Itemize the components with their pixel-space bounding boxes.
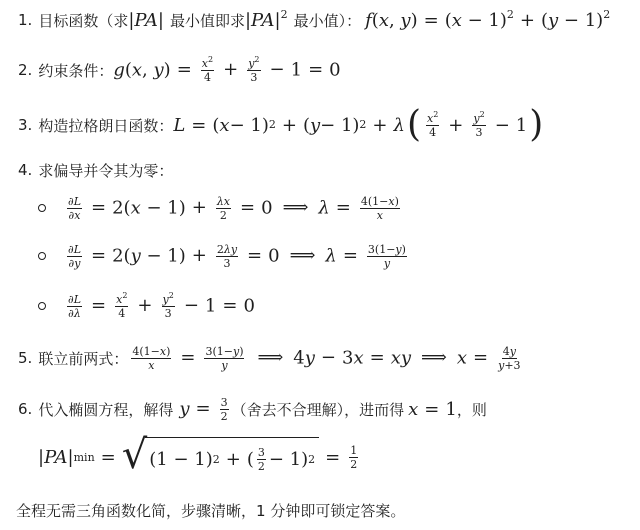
step-5 [18, 338, 525, 378]
step-5-number: 5. [18, 349, 33, 367]
pa-abs: |PA| [128, 9, 164, 31]
step-4-text: 求偏导并令其为零： [38, 161, 174, 180]
step-6-text-b: （舍去不合理解），进而得 [231, 400, 405, 419]
step-1-mid: 最小值即求 [169, 11, 245, 30]
objective-formula: f(x, $y) = (x - 1)^2 + (y - 1)^2$ [365, 7, 611, 31]
partial-lambda-formula: $\frac{\partial L}{\partial\lambda}$ = $\frac{x^2}{4}$ + $\frac{y^2}{3}$ − 1 = 0 [68, 290, 255, 320]
x-solution: x = 1 [408, 398, 457, 420]
partial-y [38, 236, 410, 276]
result [38, 432, 361, 482]
bullet-icon [38, 302, 46, 310]
step-1 [18, 0, 610, 40]
step-6 [18, 389, 487, 429]
conclusion [16, 490, 405, 530]
lagrangian-formula: L = ( x − 1) 2 + ( y − 1) 2 + λ ( $\frac{x^2}{4}$ + $\frac{y^2}{3}$ − 1 ) [173, 104, 544, 145]
partial-y-formula: $\frac{\partial L}{\partial y}$ = 2(y − 1) + $\frac{2\lambda y}{3}$ = 0 ⟹ λ = $\frac{3(1-y)}{y}$ [68, 242, 406, 270]
step-6-text-c: ，则 [456, 400, 487, 419]
step-1-number: 1. [18, 11, 33, 29]
step-2 [18, 50, 341, 90]
step-4 [18, 150, 173, 190]
partial-x-formula: $\frac{\partial L}{\partial x}$ = 2(x − 1) + $\frac{\lambda x}{2}$ = 0 ⟹ λ = $\frac{4(1-x)}{x}$ [68, 194, 399, 222]
pa-abs-squared: $|PA|^2$ [244, 7, 288, 31]
y-solution: y = $\frac{3}{2}$ [179, 395, 228, 423]
partial-lambda [38, 286, 255, 326]
bullet-icon [38, 204, 46, 212]
step-5-text: 联立前两式： [38, 349, 129, 368]
constraint-formula: g(x, y) = $\frac{x^2}{4}$ + $\frac{y^2}{3}$ − 1 = 0 [113, 54, 341, 84]
step-1-text: 目标函数（求 [38, 11, 129, 30]
combined-formula: $\frac{4(1-x)}{x}$ = $\frac{3(1-y)}{y}$ ⟹ 4y − 3x = xy ⟹ x = $\frac{4y}{y+3}$ [132, 344, 521, 372]
step-3 [18, 103, 545, 147]
step-3-text: 构造拉格朗日函数： [38, 116, 174, 135]
step-6-number: 6. [18, 400, 33, 418]
step-1-tail: 最小值）： [293, 11, 362, 30]
step-2-text: 约束条件： [38, 61, 114, 80]
step-2-number: 2. [18, 61, 33, 79]
step-3-number: 3. [18, 116, 33, 134]
step-6-text-a: 代入椭圆方程，解得 [38, 400, 174, 419]
bullet-icon [38, 252, 46, 260]
step-4-number: 4. [18, 161, 33, 179]
partial-x [38, 188, 403, 228]
result-formula: | PA | min = √ (1 − 1) 2 + ( $\frac{3}{2}$ − 1) 2 = $\frac{1}{2}$ [38, 432, 358, 478]
conclusion-text: 全程无需三角函数化简，步骤清晰，1 分钟即可锁定答案。 [16, 501, 406, 520]
